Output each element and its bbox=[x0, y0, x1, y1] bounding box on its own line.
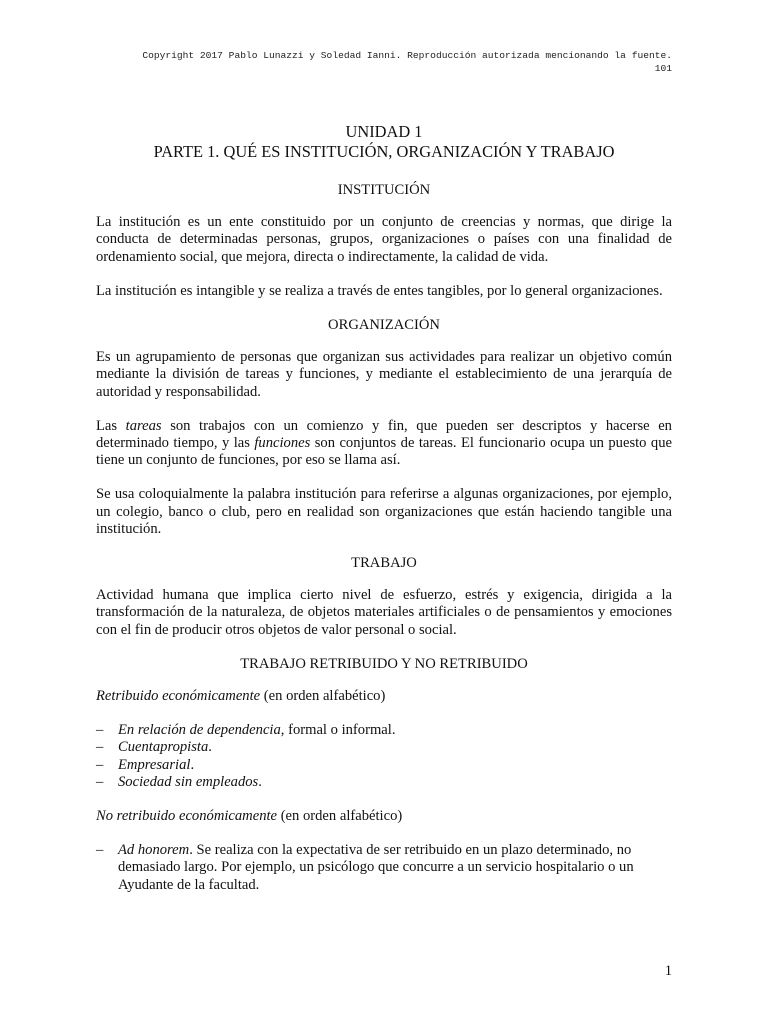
heading-trabajo: TRABAJO bbox=[351, 555, 417, 572]
list-item bbox=[96, 757, 672, 774]
list-item bbox=[96, 774, 672, 791]
dash-bullet: – bbox=[96, 773, 104, 790]
paragraph-institucion-1: La institución es un ente constituido por un conjunto de creencias y normas, que dirige la conducta de determinadas personas, grupos, organizaciones o países con una finalidad de ordenamiento social, que mejora, directa o indirectamente, la calidad de vida. bbox=[96, 214, 672, 265]
list-retribuido bbox=[96, 722, 672, 791]
text-run: Las bbox=[96, 417, 126, 434]
text-run: . bbox=[208, 739, 212, 756]
text-run: . bbox=[258, 773, 262, 790]
list-no-retribuido bbox=[96, 842, 672, 894]
list-item bbox=[96, 842, 672, 894]
text-run: . Se realiza con la expectativa de ser retribuido en un plazo determinado, no demasiado largo. Por ejemplo, un psicólogo que concurre a un servicio hospitalario o un Ayudante de la facultad. bbox=[118, 842, 634, 893]
term-tareas: tareas bbox=[125, 417, 162, 434]
text-run: son trabajos con un comienzo y fin, que pueden ser descriptos y hacerse en determinado tiempo, y las bbox=[96, 417, 672, 452]
item-italic: Empresarial bbox=[118, 756, 191, 773]
paragraph-trabajo-1: Actividad humana que implica cierto nivel de esfuerzo, estrés y exigencia, dirigida a la transformación de la naturaleza, de objetos materiales artificiales o de pensamientos y emociones con el fin de producir otros objetos de valor personal o social. bbox=[96, 587, 672, 638]
copyright-notice: Copyright 2017 Pablo Lunazzi y Soledad Ianni. Reproducción autorizada mencionando la fuente. bbox=[142, 50, 672, 61]
header-page-number: 101 bbox=[654, 63, 672, 74]
text-run: . bbox=[190, 756, 195, 773]
dash-bullet: – bbox=[96, 842, 104, 859]
paragraph-organizacion-2 bbox=[96, 418, 672, 470]
text-run: , formal o informal. bbox=[280, 722, 396, 739]
part-title: PARTE 1. QUÉ ES INSTITUCIÓN, ORGANIZACIÓN Y TRABAJO bbox=[153, 141, 615, 161]
paragraph-institucion-2: La institución es intangible y se realiza a través de entes tangibles, por lo general organizaciones. bbox=[96, 282, 663, 299]
text-run: (en orden alfabético) bbox=[277, 808, 403, 825]
dash-bullet: – bbox=[96, 739, 104, 756]
dash-bullet: – bbox=[96, 756, 104, 773]
heading-organizacion: ORGANIZACIÓN bbox=[328, 317, 440, 334]
list-item bbox=[96, 739, 672, 756]
page-header bbox=[96, 49, 672, 75]
subheading-italic: No retribuido económicamente bbox=[96, 808, 278, 825]
item-italic: Ad honorem bbox=[118, 842, 190, 859]
text-run: (en orden alfabético) bbox=[260, 688, 386, 705]
subheading-no-retribuido bbox=[96, 808, 672, 825]
heading-retribuido: TRABAJO RETRIBUIDO Y NO RETRIBUIDO bbox=[240, 655, 528, 672]
paragraph-organizacion-3: Se usa coloquialmente la palabra institución para referirse a algunas organizaciones, por ejemplo, un colegio, banco o club, pero en realidad son organizaciones que están haciendo tangible una institución. bbox=[96, 486, 672, 537]
item-italic: En relación de dependencia bbox=[118, 722, 281, 739]
dash-bullet: – bbox=[96, 722, 104, 739]
subheading-italic: Retribuido económicamente bbox=[96, 688, 261, 705]
text-run: son conjuntos de tareas. El funcionario ocupa un puesto que tiene un conjunto de funciones, por eso se llama así. bbox=[96, 435, 672, 469]
paragraph-organizacion-1: Es un agrupamiento de personas que organizan sus actividades para realizar un objetivo común mediante la división de tareas y funciones, y mediante el establecimiento de una jerarquía de autoridad y responsabilidad. bbox=[96, 349, 672, 400]
list-item bbox=[96, 722, 672, 739]
item-italic: Sociedad sin empleados bbox=[118, 773, 259, 790]
heading-institucion: INSTITUCIÓN bbox=[337, 182, 431, 198]
item-italic: Cuentapropista bbox=[118, 739, 209, 756]
term-funciones: funciones bbox=[254, 435, 311, 452]
unit-title: UNIDAD 1 bbox=[345, 122, 423, 141]
subheading-retribuido bbox=[96, 688, 672, 705]
document-body bbox=[96, 122, 672, 894]
page-number: 1 bbox=[664, 963, 672, 979]
